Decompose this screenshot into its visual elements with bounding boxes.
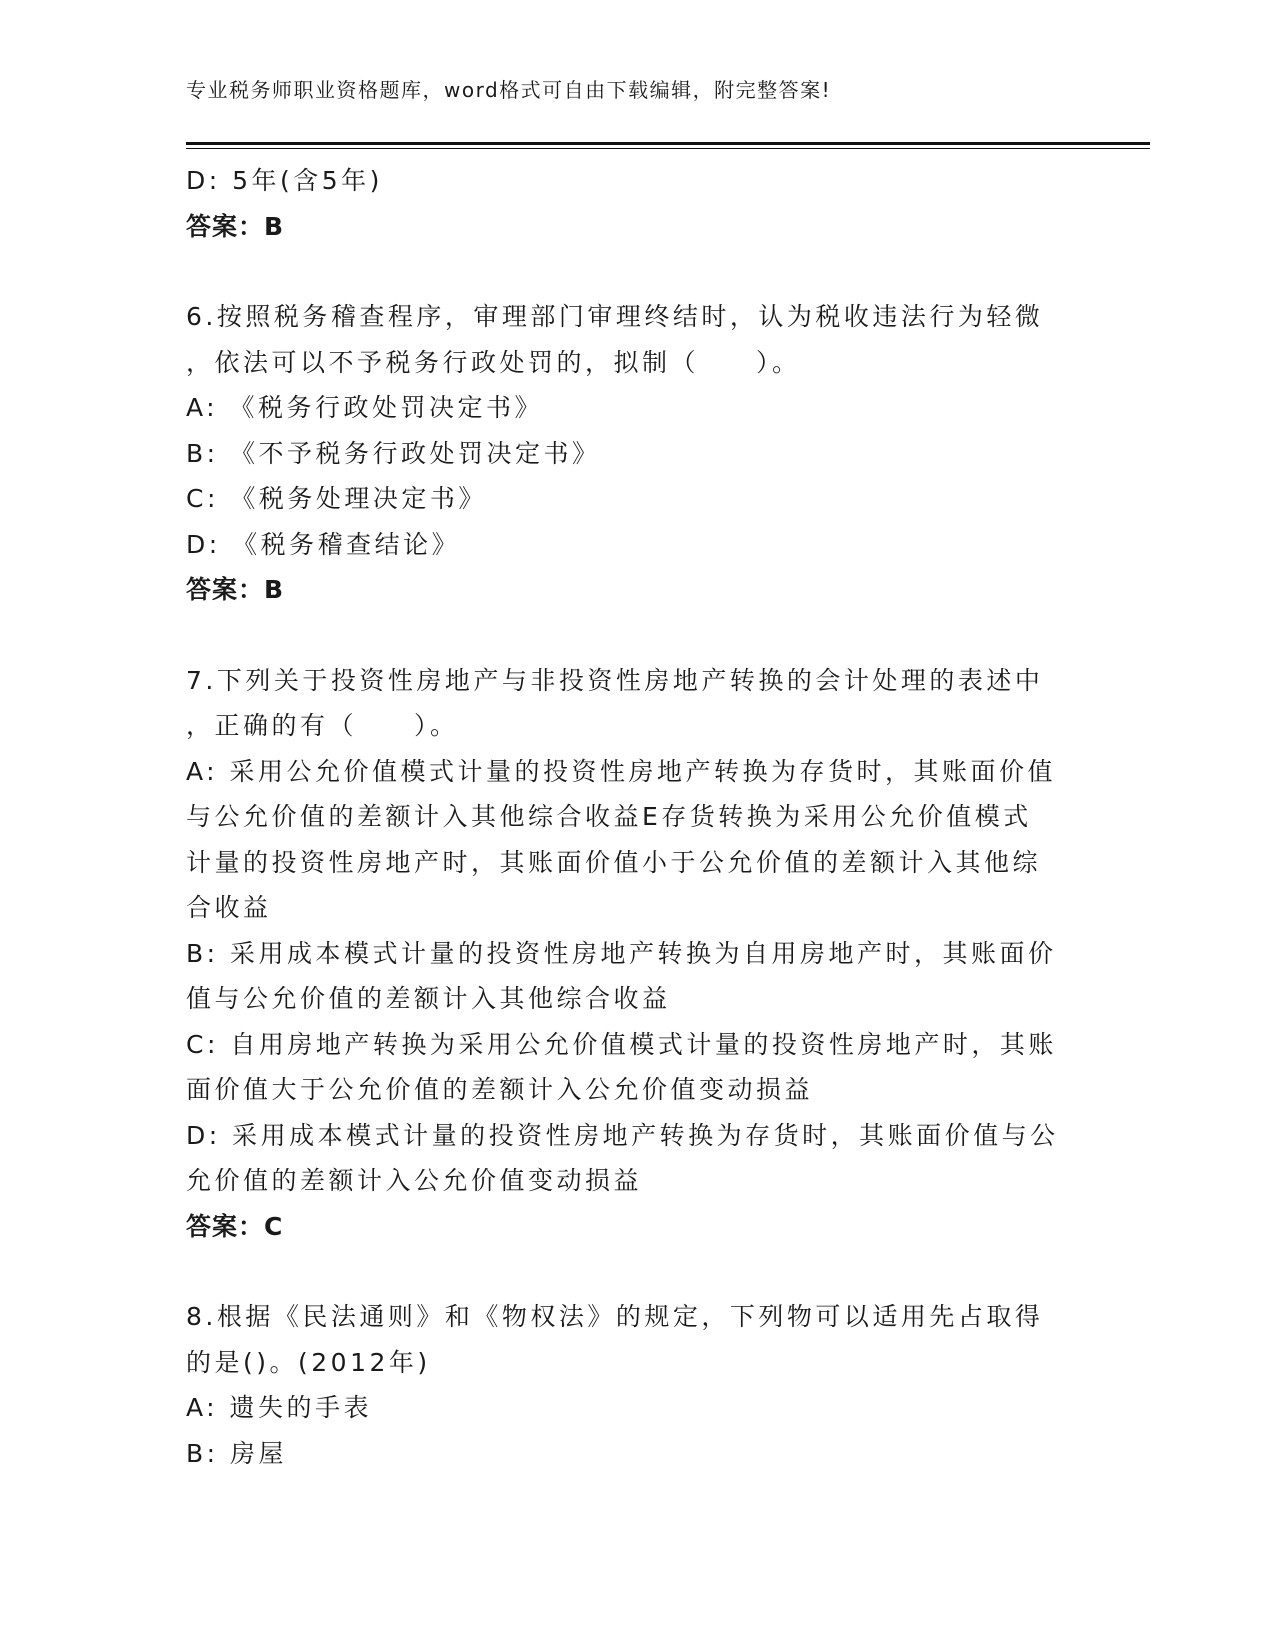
answer: 答案：C xyxy=(186,1211,284,1241)
spacer xyxy=(186,1249,1086,1294)
question-8 xyxy=(186,1294,1086,1476)
header-rule-thin xyxy=(186,148,1150,149)
prev-answer: 答案：B xyxy=(186,211,285,241)
question-stem-line: 8.根据《民法通则》和《物权法》的规定，下列物可以适用先占取得 xyxy=(186,1302,1044,1331)
question-7 xyxy=(186,658,1086,1250)
option-a-line: 合收益 xyxy=(186,893,272,922)
option-b: B: 房屋 xyxy=(186,1438,288,1468)
option-a: A: 《税务行政处罚决定书》 xyxy=(186,393,544,422)
option-b: B: 《不予税务行政处罚决定书》 xyxy=(186,438,601,468)
option-a-line: 与公允价值的差额计入其他综合收益E存货转换为采用公允价值模式 xyxy=(186,802,1032,831)
question-6 xyxy=(186,294,1086,613)
option-b-line: B: 采用成本模式计量的投资性房地产转换为自用房地产时，其账面价 xyxy=(186,938,1057,968)
option-b-line: 值与公允价值的差额计入其他综合收益 xyxy=(186,984,671,1013)
option-d-line: 允价值的差额计入公允价值变动损益 xyxy=(186,1166,643,1195)
spacer xyxy=(186,249,1086,294)
question-stem-line: 的是()。(2012年) xyxy=(186,1347,431,1377)
option-c-line: C: 自用房地产转换为采用公允价值模式计量的投资性房地产时，其账 xyxy=(186,1029,1057,1059)
option-c-line: 面价值大于公允价值的差额计入公允价值变动损益 xyxy=(186,1075,814,1104)
option-c: C: 《税务处理决定书》 xyxy=(186,484,487,513)
document-body xyxy=(186,158,1086,1476)
prev-option-d: D: 5年(含5年) xyxy=(186,166,383,195)
answer: 答案：B xyxy=(186,575,285,604)
option-a: A: 遗失的手表 xyxy=(186,1393,373,1422)
spacer xyxy=(186,613,1086,658)
page-header: 专业税务师职业资格题库，word格式可自由下载编辑，附完整答案! xyxy=(186,78,832,102)
option-d: D: 《税务稽查结论》 xyxy=(186,529,461,559)
header-rule-thick xyxy=(186,142,1150,145)
question-stem-line: 6.按照税务稽查程序，审理部门审理终结时，认为税收违法行为轻微 xyxy=(186,302,1044,331)
question-stem-line: 7.下列关于投资性房地产与非投资性房地产转换的会计处理的表述中 xyxy=(186,665,1044,695)
option-d-line: D: 采用成本模式计量的投资性房地产转换为存货时，其账面价值与公 xyxy=(186,1120,1059,1150)
option-a-line: A: 采用公允价值模式计量的投资性房地产转换为存货时，其账面价值 xyxy=(186,756,1057,786)
option-a-line: 计量的投资性房地产时，其账面价值小于公允价值的差额计入其他综 xyxy=(186,847,1042,877)
question-stem-line: ，正确的有（ ）。 xyxy=(186,711,459,740)
question-stem-line: ，依法可以不予税务行政处罚的，拟制（ ）。 xyxy=(186,347,801,377)
